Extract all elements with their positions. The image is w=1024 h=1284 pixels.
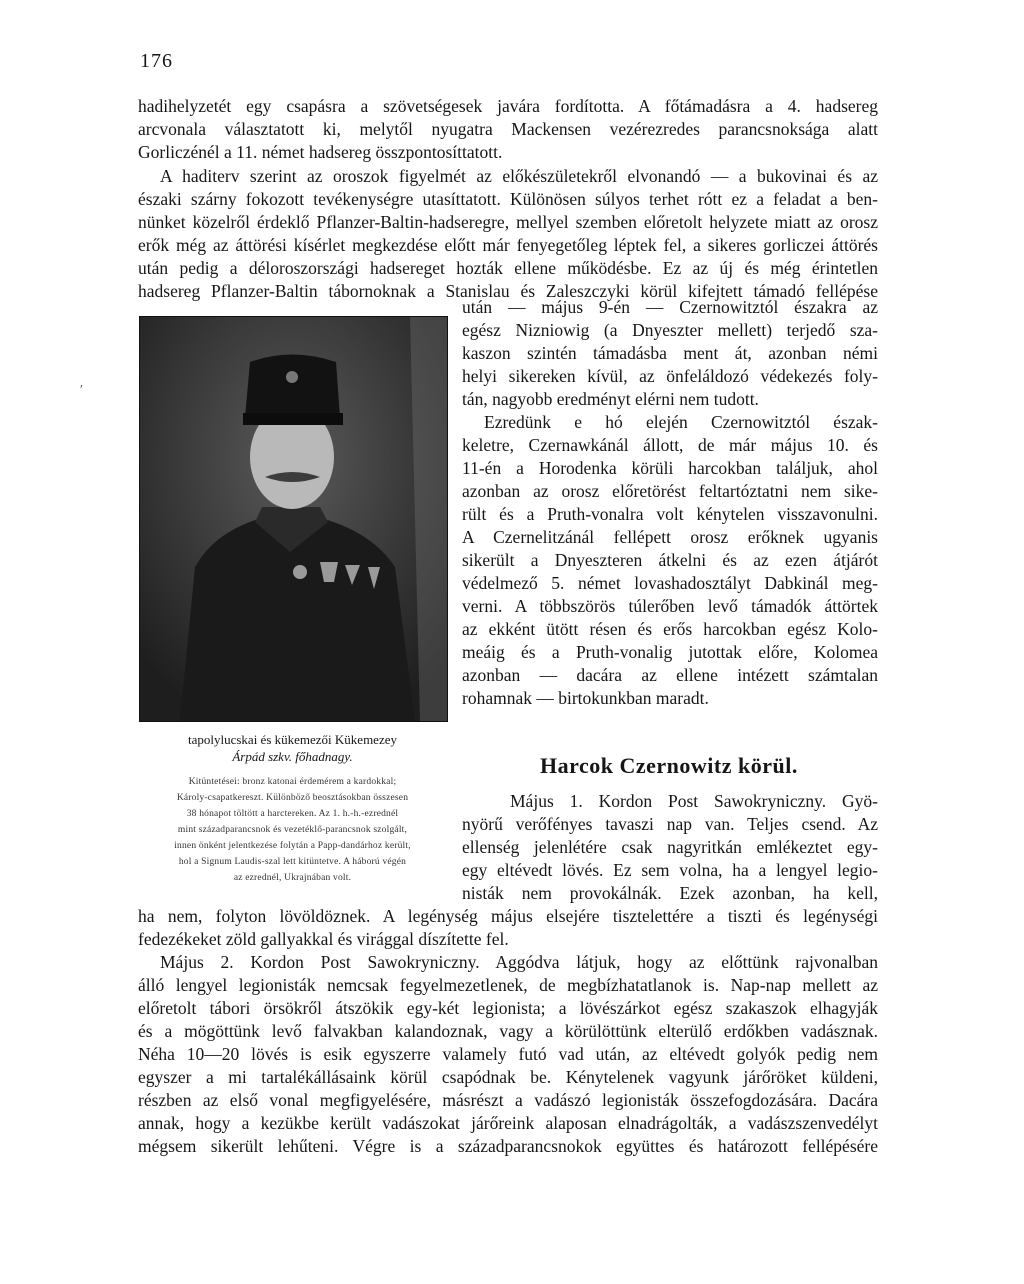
page-number: 176 — [140, 50, 173, 72]
text-line: Gorliczénél a 11. német hadsereg összpontosíttatott. — [138, 142, 503, 162]
text-line: nyörű verőfényes tavaszi nap van. Teljes csend. Az — [462, 814, 878, 834]
text-line: helyi sikereken kívül, az önfeláldozó védekezés foly- — [462, 366, 878, 386]
text-line: fedezékeket zöld gallyakkal és virággal díszítette fel. — [138, 929, 509, 949]
text-line: arcvonala választatott ki, melytől nyugatra Mackensen vezérezredes parancsnoksága alatt — [138, 119, 878, 139]
footnote-line: Kitüntetései: bronz katonai érdemérem a kardokkal; — [188, 777, 397, 787]
text-line: részben az első vonal megfigyelésére, másrészt a vadászó legionisták összefogdozására. Dacára — [138, 1090, 878, 1110]
text-line: meáig és a Pruth-vonalig jutottak előre, Kolomea — [462, 642, 878, 662]
text-line: A Czernelitzánál fellépett orosz erőknek ugyanis — [462, 527, 878, 547]
text-line: kaszon szintén támadásba ment át, azonban némi — [462, 343, 878, 363]
stray-mark: ′ — [80, 383, 84, 398]
text-line: északi szárny fokozott tevékenységre utasíttatott. Különösen súlyos terhet rótt ez a feladat a ben- — [138, 189, 878, 209]
text-line: és a mögöttünk levő falvakban kalandoznak, vagy a körülöttünk elterülő erdőkben vadásznak. — [138, 1021, 878, 1041]
text-line: sikerült a Dnyeszteren átkelni és az ezen átjárót — [462, 550, 878, 570]
text-line: Május 1. Kordon Post Sawokryniczny. Gyö- — [510, 791, 878, 811]
text-line: verni. A többszörös túlerőben levő támadók áttörtek — [462, 596, 878, 616]
footnote-line: innen önként jelentkezése folytán a Papp-dandárhoz került, — [174, 841, 411, 851]
text-line: rült és a Pruth-vonalra volt kénytelen visszavonulni. — [462, 504, 878, 524]
section-heading: Harcok Czernowitz körül. — [540, 753, 798, 778]
text-line: után pedig a déloroszországi hadsereget hozták ellene működésbe. Ez az új és még érintetlen — [138, 258, 878, 278]
text-line: A haditerv szerint az oroszok figyelmét az előkészületekről elvonandó — a bukovinai és az — [160, 166, 878, 186]
text-line: Ezredünk e hó elején Czernowitztól észak- — [484, 412, 878, 432]
footnote-line: mint századparancsnok és vezetéklő-parancsnok szolgált, — [177, 825, 408, 835]
portrait-photo — [139, 316, 448, 722]
footnote-line: az ezrednél, Ukrajnában volt. — [233, 873, 352, 883]
text-line: ha nem, folyton lövöldöznek. A legénység május elsejére tisztelettére a tiszti és legénységi — [138, 906, 878, 926]
footnote-line: Károly-csapatkereszt. Különböző beosztásokban összesen — [176, 793, 409, 803]
text-line: egész Nizniowig (a Dnyeszter mellett) terjedő sza- — [462, 320, 878, 340]
footnote-line: 38 hónapot töltött a harctereken. Az 1. h.-h.-ezrednél — [186, 809, 399, 819]
text-line: után — május 9-én — Czernowitztól északra az — [462, 297, 878, 317]
text-line: azonban az orosz előretörést feltartóztatni nem sike- — [462, 481, 878, 501]
text-line: rohamnak — birtokunkban maradt. — [462, 688, 709, 708]
text-line: erők még az áttörési kísérlet megkezdése előtt már fenyegetőleg léptek fel, a sikeres gorliczei áttörés — [138, 235, 878, 255]
text-line: egyszer a mi tartalékállásaink körül csapódnak be. Kénytelenek vagyunk járőröket küldeni, — [138, 1067, 878, 1087]
text-line: nünket közelről érdeklő Pflanzer-Baltin-hadseregre, mellyel szemben előretolt helyzete miatt az orosz — [138, 212, 878, 232]
text-line: Néha 10—20 lövés is esik egyszerre valamely futó vad után, az eltévedt golyók pedig nem — [138, 1044, 878, 1064]
text-line: ellenség jelenlétére csak nagyritkán emlékeztet egy- — [462, 837, 878, 857]
caption-line: Árpád szkv. főhadnagy. — [232, 749, 353, 764]
text-line: mégsem sikerült lehűteni. Végre is a századparancsnokok együttes és határozott fellépésére — [138, 1136, 878, 1156]
text-line: álló lengyel legionisták nemcsak fegyelmezetlenek, de megbízhatatlanok is. Nap-nap mellett az — [138, 975, 878, 995]
text-line: előretolt tábori örsökről átszökik egy-két legionista; a lövészárkot egész szakaszok elhagyják — [138, 998, 878, 1018]
text-line: Május 2. Kordon Post Sawokryniczny. Aggódva látjuk, hogy az előttünk rajvonalban — [160, 952, 878, 972]
text-line: hadsereg Pflanzer-Baltin tábornoknak a Stanislau és Zaleszczyki körül kifejtett támadó fellépése — [138, 281, 878, 301]
text-line: egy eltévedt lövés. Ez sem volna, ha a lengyel legio- — [462, 860, 878, 880]
text-line: annak, hogy a kezükbe került vadászokat járőreink alaposan elnadrágolták, a vadászszenvedélyt — [138, 1113, 878, 1133]
text-line: keletre, Czernawkánál állott, de már május 10. és — [462, 435, 878, 455]
text-line: tán, nagyobb eredményt elérni nem tudott. — [462, 389, 759, 409]
text-line: nisták nem provokálnák. Ezek azonban, ha kell, — [462, 883, 878, 903]
text-line: hadihelyzetét egy csapásra a szövetségesek javára fordította. A főtámadásra a 4. hadsereg — [138, 96, 878, 116]
text-line: védelmező 5. német lovashadosztályt Dabkinál meg- — [462, 573, 878, 593]
text-line: azonban — dacára az ellene intézett számtalan — [462, 665, 878, 685]
footnote-line: hol a Signum Laudis-szal lett kitüntetve. A háború végén — [178, 857, 407, 867]
text-line: az ekként ütött résen és erős harcokban egész Kolo- — [462, 619, 878, 639]
text-line: 11-én a Horodenka körüli harcokban találjuk, ahol — [462, 458, 878, 478]
caption-line: tapolylucskai és kükemezői Kükemezey — [187, 732, 397, 747]
